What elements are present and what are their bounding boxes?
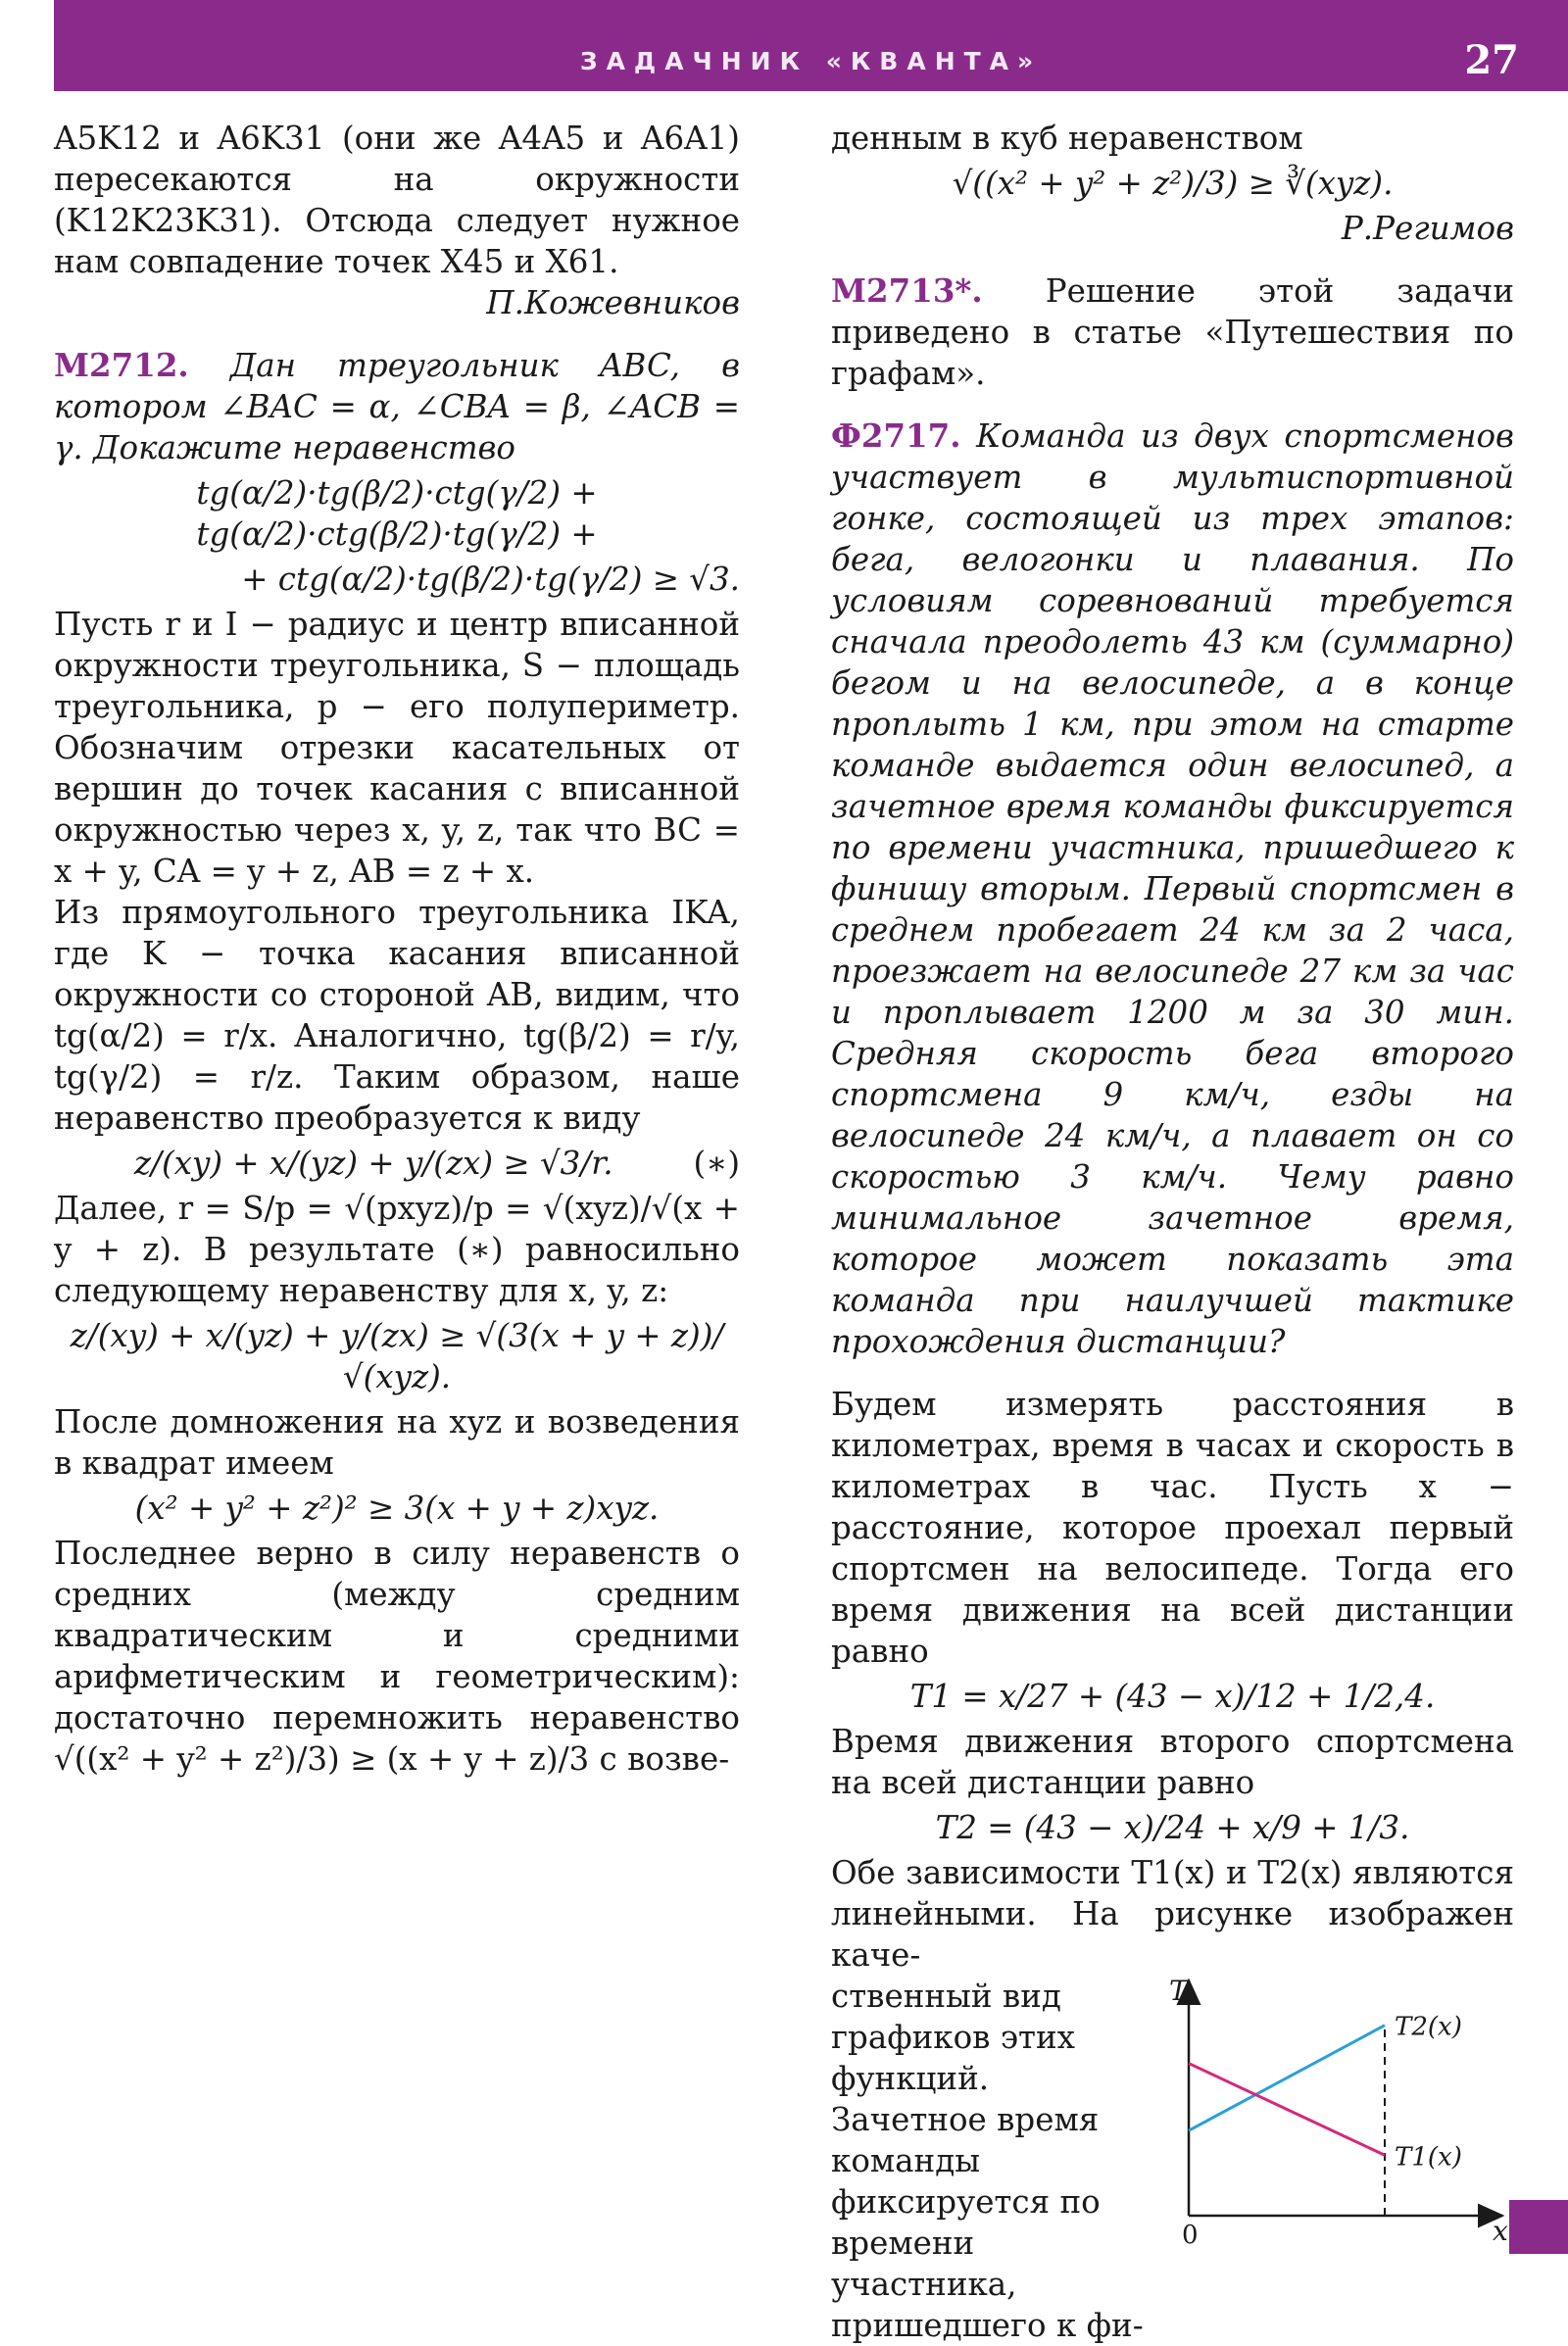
equation-t2: T2 = (43 − x)/24 + x/9 + 1/3. [935, 1809, 1410, 1846]
y-axis-label: T [1169, 1975, 1188, 2007]
problem-m2713 [831, 270, 1514, 394]
page-header [54, 0, 1568, 91]
f2717-solution-paragraph-3: Обе зависимости T1(x) и T2(x) являются линейными. На рисунке изображен каче- [831, 1854, 1514, 1974]
problem-f2717 [831, 415, 1514, 1362]
equation-4: (x² + y² + z²)² ≥ 3(x + y + z)xyz. [134, 1490, 660, 1527]
problem-id-m2713: М2713*. [831, 271, 983, 310]
solution-paragraph-3: Далее, r = S/p = √(pxyz)/p = √(xyz)/√(x + y + z). В результате (∗) равносильно следующему неравенству для x, y, z: [54, 1190, 740, 1309]
x-axis-label: x [1493, 2215, 1508, 2247]
page-number: 27 [1464, 37, 1519, 83]
equation-t1: T1 = x/27 + (43 − x)/12 + 1/2,4. [909, 1678, 1436, 1715]
solution-paragraph-2: Из прямоугольного треугольника IKA, где K − точка касания вписанной окружности со стороной AB, видим, что tg(α/2) = r/x. Аналогично, tg(β/2) = r/y, tg(γ/2) = r/z. Таким образом, наше неравенство преобразуется к виду [54, 894, 740, 1137]
problem-text-m2712: Дан треугольник ABC, в котором ∠BAC = α, ∠CBA = β, ∠ACB = γ. Докажите неравенство [54, 347, 740, 466]
series-label-t2: T2(x) [1395, 2012, 1462, 2042]
equation-5: √((x² + y² + z²)/3) ≥ ∛(xyz). [952, 165, 1394, 202]
problem-text-m2713: Решение этой задачи приведено в статье «Путешествия по графам». [831, 272, 1514, 392]
problem-text-f2717: Команда из двух спортсменов участвует в мультиспортивной гонке, состоящей из трех этапов: бега, велогонки и плавания. По условиям соревнований требуется сначала преодолеть 43 км (суммарно) бегом и на велосипеде, а в конце проплыть 1 км, при этом на старте команде выдается один велосипед, а зачетное время команды фиксируется по времени участника, пришедшего к финишу вторым. Первый спортсмен в среднем пробегает 24 км за 2 часа, проезжает на велосипеде 27 км за час и проплывает 1200 м за 30 мин. Средняя скорость бега второго спортсмена 9 км/ч, езды на велосипеде 24 км/ч, а плавает он со скоростью 3 км/ч. Чему равно минимальное зачетное время, которое может показать эта команда при наилучшей тактике прохождения дистанции? [831, 417, 1514, 1360]
journal-section-title: ЗАДАЧНИК «КВАНТА» [579, 47, 1043, 75]
equation-1-line-1: tg(α/2)·tg(β/2)·ctg(γ/2) + tg(α/2)·ctg(β/2)·tg(γ/2) + [196, 474, 598, 553]
series-label-t1: T1(x) [1395, 2142, 1462, 2173]
f2717-solution-paragraph-4: ственный вид графиков этих функций. Зачетное время команды фиксируется по времени участника, пришедшего к фи- [831, 1978, 1144, 2344]
time-graph-figure [1150, 1971, 1512, 2250]
equation-star-body: z/(xy) + x/(yz) + y/(zx) ≥ √3/r. [133, 1145, 613, 1182]
equation-star-tag: (∗) [693, 1145, 740, 1182]
solution-paragraph-1: Пусть r и I − радиус и центр вписанной окружности треугольника, S − площадь треугольника, p − его полупериметр. Обозначим отрезки касательных от вершин до точек касания с вписанной окружностью через x, y, z, так что BC = x + y, CA = y + z, AB = z + x. [54, 606, 740, 890]
solution-paragraph-5: Последнее верно в силу неравенств о средних (между средним квадратическим и средними арифметическим и геометрическим): достаточно перемножить неравенство √((x² + y² + z²)/3) ≥ (x + y + z)/3 с возве- [54, 1535, 740, 1778]
time-graph-svg [1150, 1971, 1512, 2250]
page-corner-decoration [1509, 2200, 1568, 2254]
right-column [831, 118, 1514, 2344]
equation-star [54, 1143, 740, 1184]
continuation-text: денным в куб неравенством [831, 120, 1303, 157]
solution-paragraph-4: После домножения на xyz и возведения в квадрат имеем [54, 1403, 740, 1482]
text-with-figure [831, 1975, 1514, 2344]
intro-paragraph: A5K12 и A6K31 (они же A4A5 и A6A1) пересекаются на окружности (K12K23K31). Отсюда следует нужное нам совпадение точек X45 и X61. [54, 120, 740, 280]
equation-1-line-2: + ctg(α/2)·tg(β/2)·tg(γ/2) ≥ √3. [241, 561, 740, 598]
continuation-signature: Р.Регимов [1341, 210, 1514, 247]
origin-label: 0 [1182, 2221, 1199, 2250]
intro-signature: П.Кожевников [486, 284, 740, 321]
equation-3: z/(xy) + x/(yz) + y/(zx) ≥ √(3(x + y + z))/√(xyz). [70, 1317, 724, 1395]
f2717-solution-paragraph-2: Время движения второго спортсмена на всей дистанции равно [831, 1723, 1514, 1801]
left-column [54, 118, 740, 1780]
problem-id-m2712: М2712. [54, 346, 189, 384]
problem-m2712 [54, 345, 740, 468]
problem-id-f2717: Ф2717. [831, 416, 961, 455]
f2717-solution-paragraph-1: Будем измерять расстояния в километрах, время в часах и скорость в километрах в час. Пусть x − расстояние, которое проехал первый спортсмен на велосипеде. Тогда его время движения на всей дистанции равно [831, 1386, 1514, 1670]
